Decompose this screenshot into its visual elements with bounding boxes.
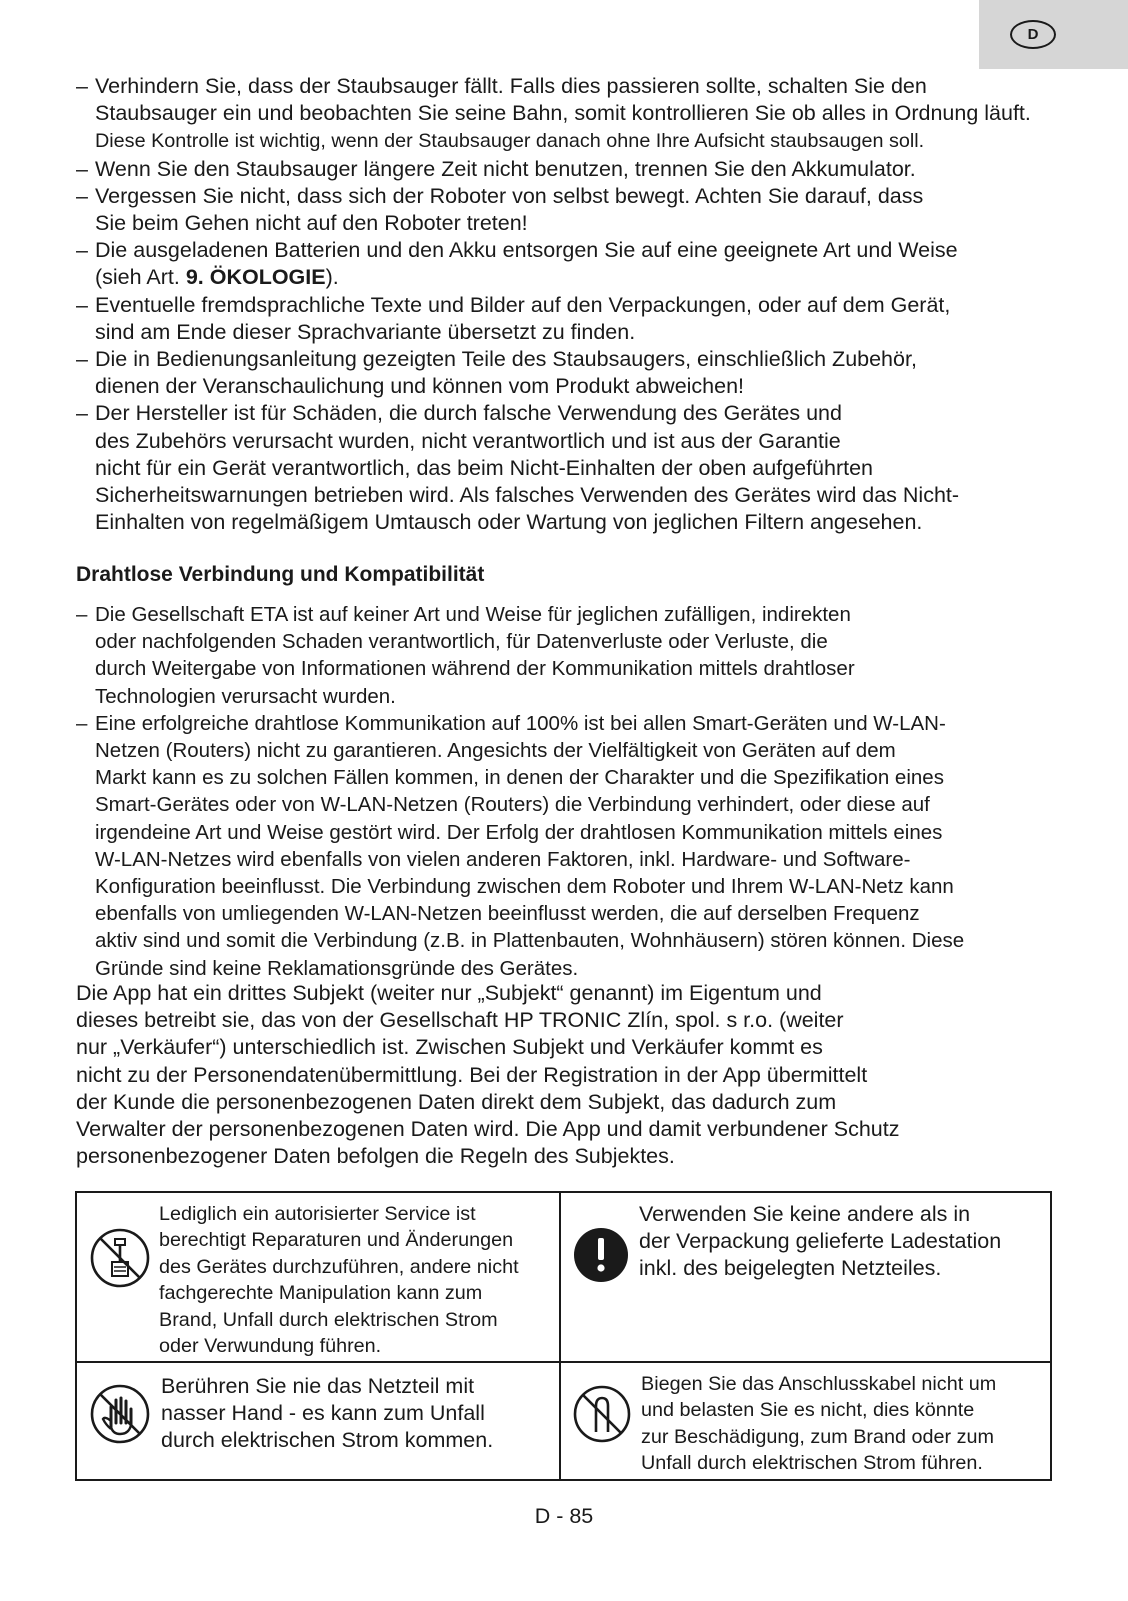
section-heading: Drahtlose Verbindung und Kompatibilität [76, 563, 485, 586]
list-item: – Die ausgeladenen Batterien und den Akku entsorgen Sie auf eine geeignete Art und Weise (sieh Art. 9. ÖKOLOGIE). [76, 237, 1066, 291]
no-wet-hand-icon [85, 1379, 155, 1449]
warning-cell [76, 1192, 560, 1362]
warning-cell [560, 1362, 1051, 1480]
app-paragraph: Die App hat ein drittes Subjekt (weiter nur „Subjekt“ genannt) im Eigentum und dieses betreibt sie, das von der Gesellschaft HP TRONIC Zlín, spol. s r.o. (weiter nur „Verkäufer“) unterschiedlich ist. Zwischen Subjekt und Verkäufer kommt es nicht zu der Personendatenübermittlung. Bei der Registration in der App übermittelt der Kunde die personenbezogenen Daten direkt dem Subjekt, das dadurch zum Verwalter der personenbezogenen Daten wird. Die App und damit verbundener Schutz personenbezogener Daten befolgen die Regeln des Subjektes. [76, 981, 900, 1169]
list-item: – Vergessen Sie nicht, dass sich der Roboter von selbst bewegt. Achten Sie darauf, dass Sie beim Gehen nicht auf den Roboter treten! [76, 183, 1066, 237]
no-bent-cable-icon [569, 1381, 635, 1447]
list-item: – Der Hersteller ist für Schäden, die durch falsche Verwendung des Gerätes und des Zubehörs verursacht wurden, nicht verantwortlich und ist aus der Garantie nicht für ein Gerät verantwortlich, das beim Nicht-Einhalten der oben aufgeführten Sicherheitswarnungen betrieben wird. Als falsches Verwenden des Gerätes wird das Nicht- Einhalten von regelmäßigem Umtausch oder Wartung von jeglichen Filtern angesehen. [76, 400, 1066, 536]
safety-bullet-list [76, 73, 1066, 536]
wireless-bullet-list [76, 601, 1066, 982]
list-item: – Eine erfolgreiche drahtlose Kommunikation auf 100% ist bei allen Smart-Geräten und W-LAN- Netzen (Routers) nicht zu garantieren. Angesichts der Vielfältigkeit von Geräten auf dem Markt kann es zu solchen Fällen kommen, in denen der Charakter und die Spezifikation eines Smart-Gerätes oder von W-LAN-Netzen (Routers) die Verbindung verhindert, oder diese auf irgendeine Art und Weise gestört wird. Der Erfolg der drahtlosen Kommunikation mittels eines W-LAN-Netzes wird ebenfalls von vielen anderen Faktoren, inkl. Hardware- und Software- Konfiguration beeinflusst. Die Verbindung zwischen dem Roboter und Ihrem W-LAN-Netz kann ebenfalls von umliegenden W-LAN-Netzen beeinflusst werden, die auf derselben Frequenz aktiv sind und somit die Verbindung (z.B. in Plattenbauten, Wohnhäusern) stören können. Diese Gründe sind keine Reklamationsgründe des Gerätes. [76, 710, 1066, 982]
list-item: – Verhindern Sie, dass der Staubsauger fällt. Falls dies passieren sollte, schalten Sie den Staubsauger ein und beobachten Sie seine Bahn, somit kontrollieren Sie ob alles in Ordnung läuft. Diese Kontrolle ist wichtig, wenn der Staubsauger danach ohne Ihre Aufsicht staubsaugen soll. [76, 73, 1066, 156]
warning-text: Verwenden Sie keine andere als in der Verpackung gelieferte Ladestation inkl. des beigelegten Netzteiles. [639, 1202, 1002, 1280]
warning-text: Biegen Sie das Anschlusskabel nicht um und belasten Sie es nicht, dies könnte zur Beschädigung, zum Brand oder zum Unfall durch elektrischen Strom führen. [641, 1373, 997, 1475]
list-item: – Die in Bedienungsanleitung gezeigten Teile des Staubsaugers, einschließlich Zubehör, dienen der Veranschaulichung und können vom Produkt abweichen! [76, 346, 1066, 400]
exclamation-icon [569, 1223, 633, 1287]
language-badge: D [1010, 20, 1056, 49]
warning-text: Lediglich ein autorisierter Service ist berechtigt Reparaturen und Änderungen des Gerätes durchzuführen, andere nicht fachgerechte Manipulation kann zum Brand, Unfall durch elektrischen Strom oder Verwundung führen. [159, 1203, 519, 1358]
language-tab [979, 0, 1128, 69]
warning-cell [76, 1362, 560, 1480]
section-reference: 9. ÖKOLOGIE [185, 265, 326, 290]
list-item: – Eventuelle fremdsprachliche Texte und Bilder auf den Verpackungen, oder auf dem Gerät, sind am Ende dieser Sprachvariante übersetzt zu finden. [76, 292, 1066, 346]
list-item: – Wenn Sie den Staubsauger längere Zeit nicht benutzen, trennen Sie den Akkumulator. [76, 156, 1066, 183]
warning-table [75, 1191, 1052, 1481]
list-item: – Die Gesellschaft ETA ist auf keiner Art und Weise für jeglichen zufälligen, indirekten oder nachfolgenden Schaden verantwortlich, für Datenverluste oder Verluste, die durch Weitergabe von Informationen während der Kommunikation mittels drahtloser Technologien verursacht wurden. [76, 601, 1066, 710]
warning-text: Berühren Sie nie das Netzteil mit nasser Hand - es kann zum Unfall durch elektrischen Strom kommen. [161, 1374, 494, 1452]
no-repair-icon [85, 1223, 155, 1293]
warning-cell [560, 1192, 1051, 1362]
page-number: D - 85 [534, 1504, 594, 1528]
